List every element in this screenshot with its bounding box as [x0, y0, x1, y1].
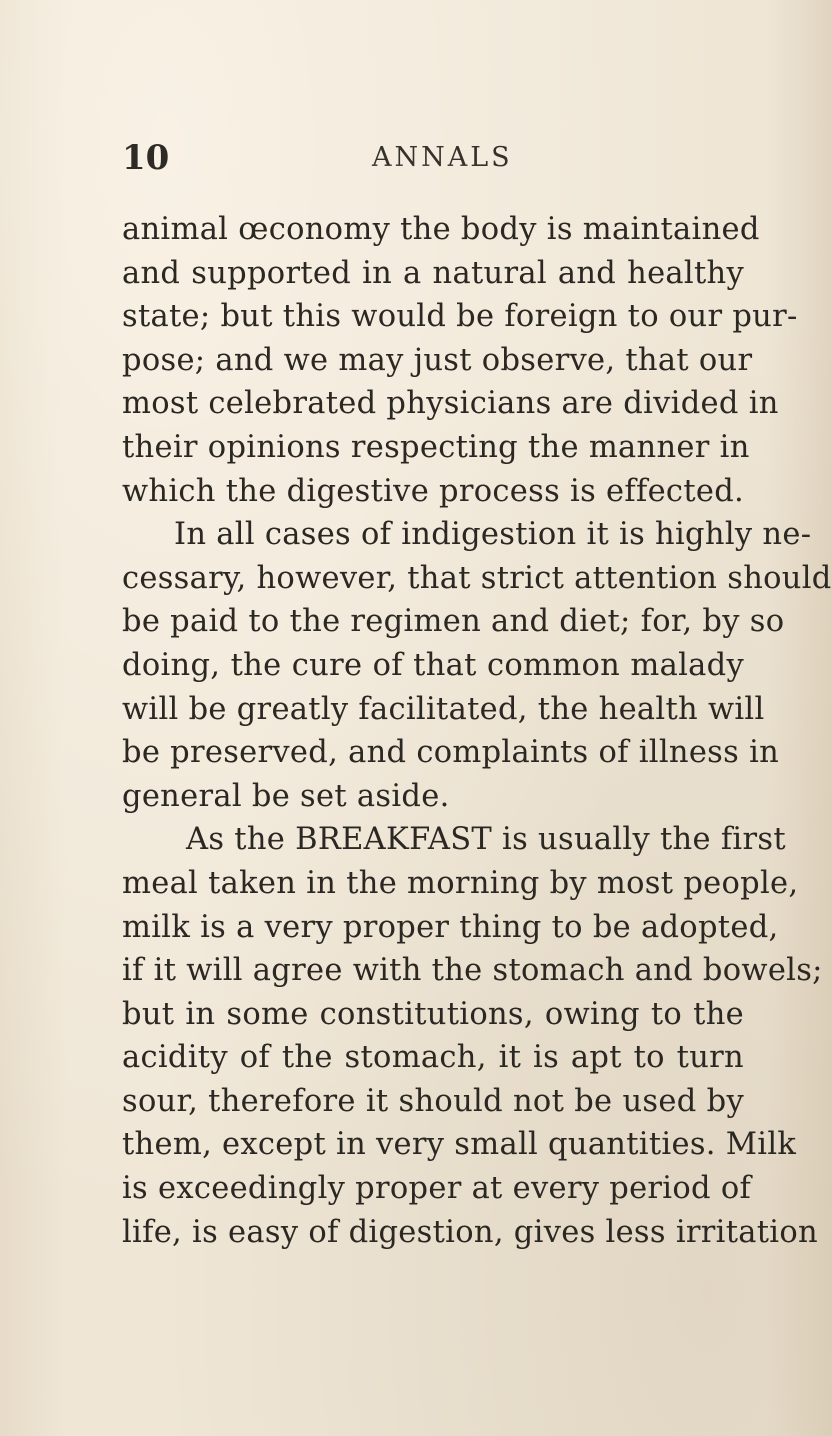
paragraph-start: As the BREAKFAST is usually the first	[186, 822, 786, 858]
text-line: life, is easy of digestion, gives less irritation	[122, 1214, 818, 1250]
paragraph-start: In all cases of indigestion it is highly ne-	[174, 517, 812, 553]
text-line: state; but this would be foreign to our pur-	[122, 299, 798, 335]
page-header	[122, 136, 722, 180]
text-line: animal œconomy the body is maintained	[122, 212, 760, 247]
text-line: which the digestive process is effected.	[122, 473, 745, 509]
running-head: ANNALS	[372, 142, 513, 173]
text-line: them, except in very small quantities. Milk	[122, 1127, 797, 1163]
text-line: cessary, however, that strict attention should	[122, 560, 832, 596]
text-line: general be set aside.	[122, 778, 450, 814]
text-line: will be greatly facilitated, the health will	[122, 691, 765, 727]
text-line: acidity of the stomach, it is apt to turn	[122, 1040, 744, 1076]
text-line: their opinions respecting the manner in	[122, 429, 750, 465]
text-line: be paid to the regimen and diet; for, by so	[122, 604, 785, 640]
text-line: pose; and we may just observe, that our	[122, 342, 753, 378]
text-line: sour, therefore it should not be used by	[122, 1083, 744, 1119]
body-text	[122, 208, 832, 1254]
text-line: but in some constitutions, owing to the	[122, 996, 744, 1032]
text-line: most celebrated physicians are divided in	[122, 386, 779, 422]
text-line: is exceedingly proper at every period of	[122, 1171, 752, 1207]
text-line: if it will agree with the stomach and bowels;	[122, 953, 823, 989]
text-line: be preserved, and complaints of illness in	[122, 735, 780, 771]
text-line: and supported in a natural and healthy	[122, 255, 744, 291]
text-line: milk is a very proper thing to be adopted,	[122, 909, 779, 945]
text-line: doing, the cure of that common malady	[122, 647, 744, 683]
text-line: meal taken in the morning by most people,	[122, 865, 799, 901]
page-number: 10	[122, 138, 170, 178]
